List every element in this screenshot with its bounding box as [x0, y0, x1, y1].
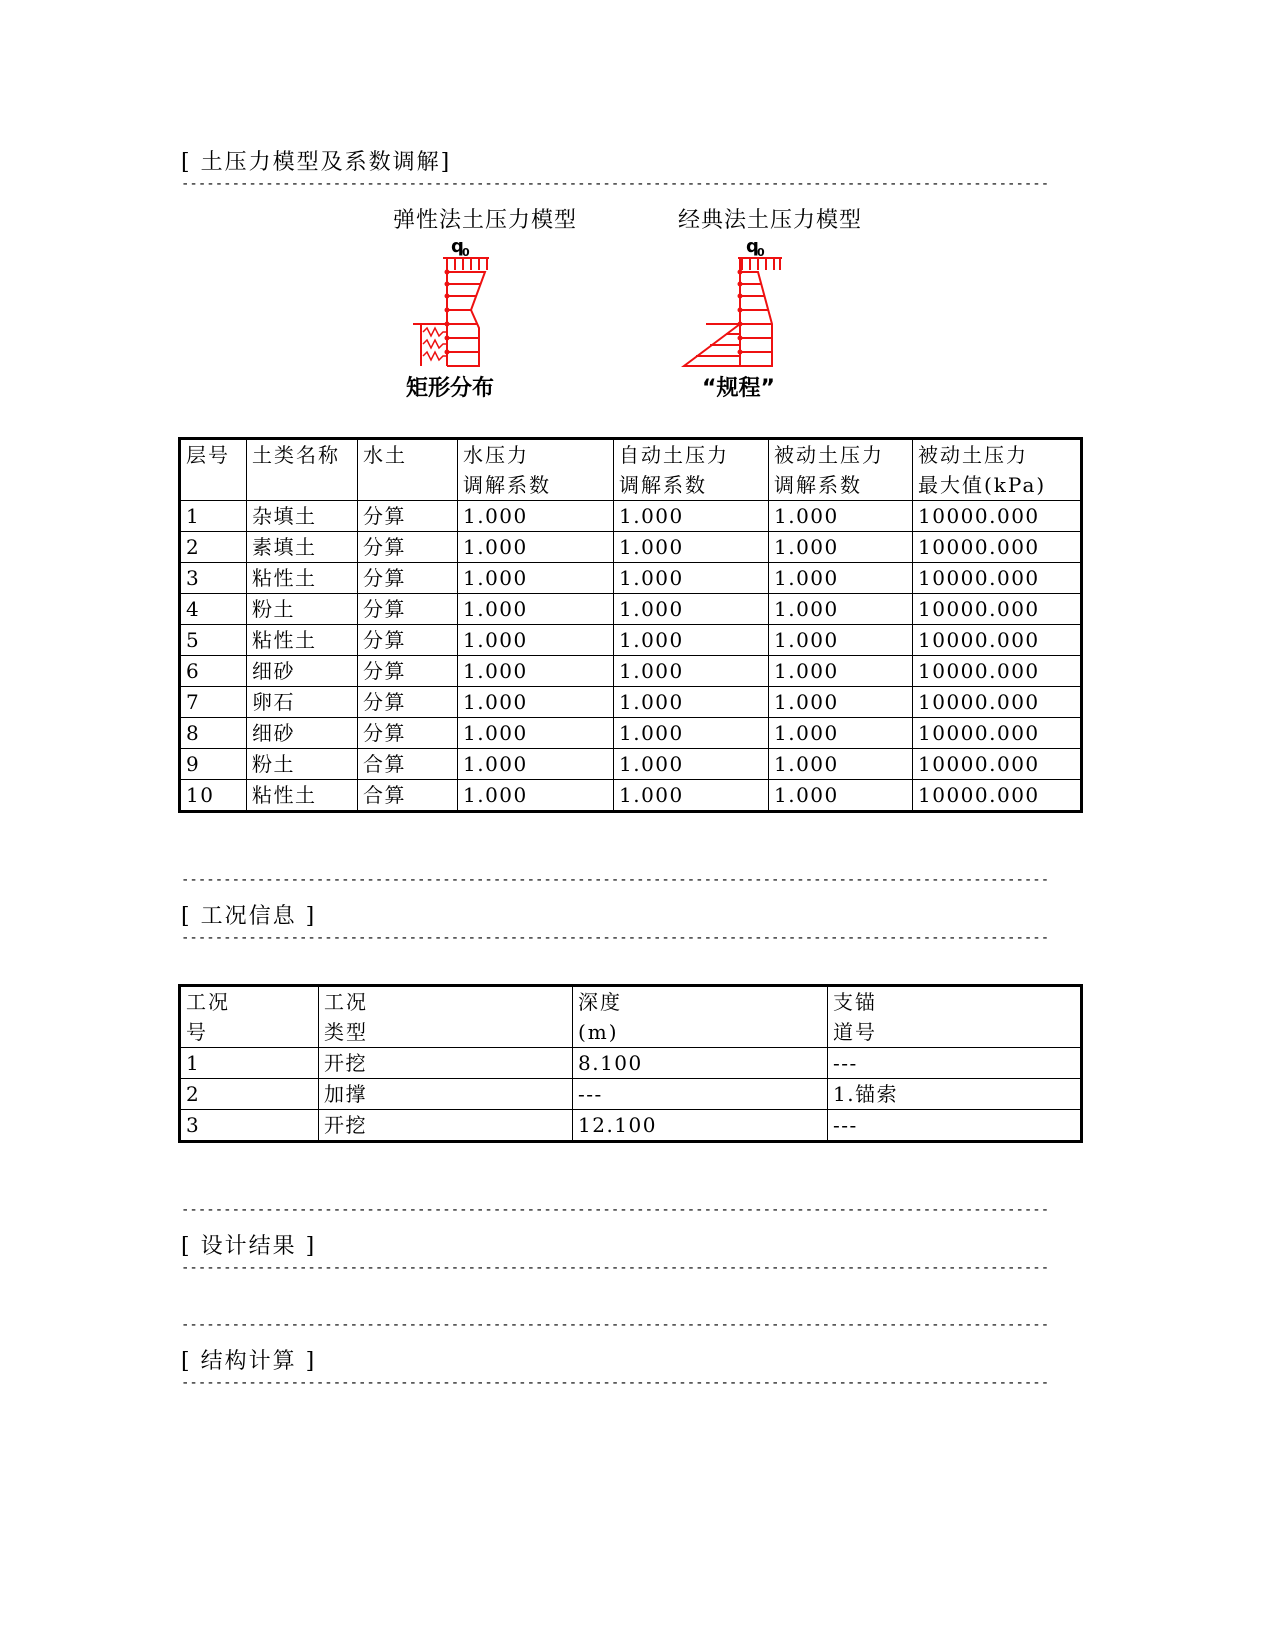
case-table-header-cell	[828, 986, 1082, 1048]
soil-table-cell: 分算	[358, 656, 458, 687]
q-label: q	[451, 236, 464, 257]
divider: -------------------------------------------------------------------------------------------------------	[181, 1317, 1050, 1333]
soil-table-cell: 1.000	[614, 563, 769, 594]
soil-table-cell: 分算	[358, 501, 458, 532]
soil-table-cell: 1.000	[769, 563, 913, 594]
soil-table-cell: 1.000	[458, 625, 614, 656]
case-table-header-line: 号	[186, 1020, 208, 1044]
case-table-cell: ---	[828, 1110, 1082, 1142]
table-row	[180, 501, 1082, 532]
soil-table-cell: 7	[180, 687, 247, 718]
case-table-cell: ---	[573, 1079, 828, 1110]
soil-table-header-line	[252, 470, 352, 500]
soil-table-cell: 分算	[358, 718, 458, 749]
soil-table-header-line: 被动土压力	[918, 443, 1028, 467]
soil-table-cell: 1.000	[769, 718, 913, 749]
soil-table-header-line: 调解系数	[463, 473, 551, 497]
soil-table-header-line: 水压力	[463, 443, 529, 467]
soil-table-cell: 1.000	[458, 749, 614, 780]
soil-table-cell: 1.000	[769, 656, 913, 687]
case-table-cell: 2	[180, 1079, 319, 1110]
soil-table-header-cell	[769, 439, 913, 501]
soil-table-cell: 粘性土	[247, 563, 358, 594]
soil-table-header-line: 调解系数	[774, 473, 862, 497]
soil-table-cell: 10000.000	[913, 594, 1082, 625]
soil-table-cell: 1.000	[769, 594, 913, 625]
soil-table-header-line	[186, 470, 241, 500]
table-row	[180, 625, 1082, 656]
table-row	[180, 1110, 1082, 1142]
soil-table-cell: 1.000	[769, 625, 913, 656]
table-row	[180, 780, 1082, 812]
soil-table-cell: 1.000	[614, 780, 769, 812]
soil-table-header-cell	[458, 439, 614, 501]
case-table-cell: 3	[180, 1110, 319, 1142]
q-label: q	[746, 236, 759, 257]
soil-table-cell: 1	[180, 501, 247, 532]
divider: -------------------------------------------------------------------------------------------------------	[181, 1202, 1050, 1218]
soil-table-cell: 1.000	[458, 780, 614, 812]
divider: -------------------------------------------------------------------------------------------------------	[181, 1375, 1050, 1391]
soil-table-cell: 1.000	[769, 532, 913, 563]
soil-table-cell: 1.000	[614, 625, 769, 656]
table-row	[180, 1079, 1082, 1110]
soil-table-cell: 10000.000	[913, 780, 1082, 812]
case-table-header-cell	[180, 986, 319, 1048]
case-table-header-cell	[573, 986, 828, 1048]
soil-table-cell: 1.000	[614, 532, 769, 563]
table-row	[180, 563, 1082, 594]
case-table-header-line: 深度	[578, 990, 622, 1014]
soil-table-header-cell	[247, 439, 358, 501]
soil-table-header-cell	[358, 439, 458, 501]
case-table-cell: ---	[828, 1048, 1082, 1079]
case-table-cell: 1	[180, 1048, 319, 1079]
case-table-cell: 12.100	[573, 1110, 828, 1142]
q-subscript: 0	[462, 246, 470, 259]
soil-table-header-line: 自动土压力	[619, 443, 729, 467]
soil-table-header-cell	[614, 439, 769, 501]
soil-table-cell: 1.000	[458, 594, 614, 625]
soil-table-cell: 细砂	[247, 718, 358, 749]
soil-table-cell: 1.000	[458, 563, 614, 594]
case-table-cell: 加撑	[319, 1079, 573, 1110]
soil-table-cell: 6	[180, 656, 247, 687]
soil-table-cell: 1.000	[769, 687, 913, 718]
soil-table-cell: 1.000	[614, 718, 769, 749]
figure-title-elastic: 弹性法土压力模型	[393, 208, 578, 233]
soil-table-cell: 10000.000	[913, 687, 1082, 718]
soil-table-cell: 粉土	[247, 594, 358, 625]
table-row	[180, 749, 1082, 780]
soil-table-cell: 1.000	[458, 532, 614, 563]
soil-table-cell: 2	[180, 532, 247, 563]
soil-table-cell: 8	[180, 718, 247, 749]
case-table-header-line: 工况	[186, 990, 230, 1014]
soil-table-cell: 杂填土	[247, 501, 358, 532]
section-heading-design-result: [ 设计结果 ]	[181, 1234, 317, 1259]
soil-table-cell: 合算	[358, 780, 458, 812]
soil-table-header-cell	[180, 439, 247, 501]
divider: -------------------------------------------------------------------------------------------------------	[181, 930, 1050, 946]
divider: -------------------------------------------------------------------------------------------------------	[181, 1260, 1050, 1276]
case-table-cell: 开挖	[319, 1048, 573, 1079]
soil-table-cell: 10000.000	[913, 749, 1082, 780]
soil-table-header-cell	[913, 439, 1082, 501]
soil-table-cell: 1.000	[614, 749, 769, 780]
soil-table-cell: 1.000	[614, 656, 769, 687]
soil-table-header-line: 最大值(kPa)	[918, 473, 1047, 497]
soil-table-header-row	[180, 439, 1082, 501]
soil-table-cell: 1.000	[614, 687, 769, 718]
case-table-cell: 1.锚索	[828, 1079, 1082, 1110]
table-row	[180, 532, 1082, 563]
case-table-header-line: 道号	[833, 1020, 877, 1044]
figure-caption-elastic: 矩形分布	[406, 376, 495, 401]
soil-table-header-line: 调解系数	[619, 473, 707, 497]
table-row	[180, 656, 1082, 687]
soil-table-cell: 卵石	[247, 687, 358, 718]
soil-table-header-line: 水土	[363, 443, 407, 467]
soil-table-header-line	[363, 470, 452, 500]
case-table-header-cell	[319, 986, 573, 1048]
q-subscript: 0	[757, 246, 765, 259]
soil-table-cell: 1.000	[614, 594, 769, 625]
table-row	[180, 594, 1082, 625]
soil-table-cell: 分算	[358, 687, 458, 718]
soil-table-cell: 9	[180, 749, 247, 780]
case-table-cell: 8.100	[573, 1048, 828, 1079]
case-table-header-line: 工况	[324, 990, 368, 1014]
soil-table-cell: 分算	[358, 563, 458, 594]
soil-table-cell: 10	[180, 780, 247, 812]
soil-table-cell: 10000.000	[913, 532, 1082, 563]
soil-table-cell: 粉土	[247, 749, 358, 780]
soil-table-cell: 10000.000	[913, 718, 1082, 749]
soil-table-cell: 素填土	[247, 532, 358, 563]
case-table-header-line: 支锚	[833, 990, 877, 1014]
soil-table-cell: 合算	[358, 749, 458, 780]
soil-table-cell: 1.000	[458, 718, 614, 749]
soil-table-header-line: 土类名称	[252, 443, 340, 467]
divider: -------------------------------------------------------------------------------------------------------	[181, 176, 1050, 192]
soil-table-cell: 分算	[358, 625, 458, 656]
soil-table-cell: 1.000	[458, 501, 614, 532]
soil-table-cell: 1.000	[458, 687, 614, 718]
table-row	[180, 687, 1082, 718]
table-row	[180, 1048, 1082, 1079]
soil-table-cell: 1.000	[458, 656, 614, 687]
case-table-header-row	[180, 986, 1082, 1048]
figure-title-classic: 经典法土压力模型	[678, 208, 863, 233]
case-info-table	[178, 984, 1083, 1143]
table-row	[180, 718, 1082, 749]
soil-table-header-line: 层号	[186, 443, 230, 467]
soil-table-cell: 粘性土	[247, 780, 358, 812]
section-heading-earth-pressure: [ 土压力模型及系数调解]	[181, 150, 452, 175]
section-heading-case-info: [ 工况信息 ]	[181, 904, 317, 929]
soil-coefficient-table	[178, 437, 1083, 813]
case-table-header-line: 类型	[324, 1020, 368, 1044]
soil-table-cell: 分算	[358, 532, 458, 563]
case-table-header-line: (m)	[578, 1020, 619, 1044]
soil-table-cell: 10000.000	[913, 625, 1082, 656]
soil-table-cell: 4	[180, 594, 247, 625]
section-heading-struct-calc: [ 结构计算 ]	[181, 1349, 317, 1374]
soil-table-cell: 5	[180, 625, 247, 656]
figure-caption-classic: “规程”	[702, 376, 775, 401]
soil-table-cell: 分算	[358, 594, 458, 625]
soil-table-cell: 10000.000	[913, 501, 1082, 532]
soil-table-cell: 1.000	[769, 749, 913, 780]
soil-table-cell: 1.000	[769, 501, 913, 532]
soil-table-cell: 10000.000	[913, 563, 1082, 594]
soil-table-cell: 粘性土	[247, 625, 358, 656]
soil-table-cell: 1.000	[769, 780, 913, 812]
soil-table-cell: 细砂	[247, 656, 358, 687]
divider: -------------------------------------------------------------------------------------------------------	[181, 872, 1050, 888]
soil-table-header-line: 被动土压力	[774, 443, 884, 467]
soil-table-cell: 3	[180, 563, 247, 594]
soil-table-cell: 1.000	[614, 501, 769, 532]
soil-table-cell: 10000.000	[913, 656, 1082, 687]
case-table-cell: 开挖	[319, 1110, 573, 1142]
